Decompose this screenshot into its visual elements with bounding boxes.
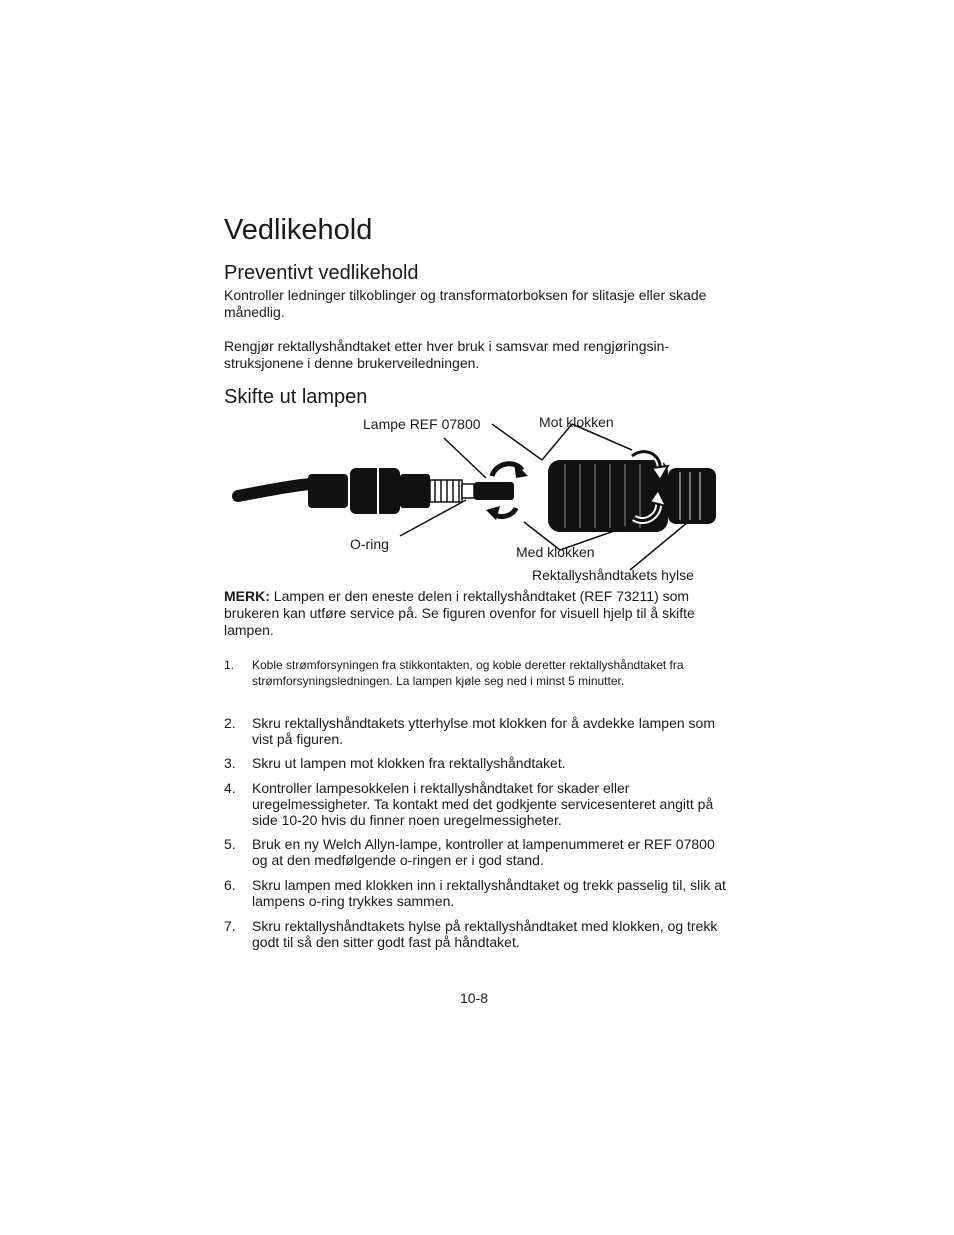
step-number: 2. <box>224 715 236 731</box>
handle-neck <box>400 474 430 508</box>
step-text: Skru rektallyshåndtakets ytterhylse mot klokken for å avdekke lampen som vist på figuren. <box>252 715 715 747</box>
note-label: MERK: <box>224 588 270 604</box>
step-number: 4. <box>224 780 236 796</box>
label-clockwise: Med klokken <box>516 544 595 560</box>
thread-section <box>430 480 462 502</box>
note-text: Lampen er den eneste delen i rektallyshåndtaket (REF 73211) som brukeren kan utføre service på. Se figuren ovenfor for visuell hjelp til å skifte lampen. <box>224 588 695 638</box>
step-number: 3. <box>224 755 236 771</box>
section-heading-replace-lamp: Skifte ut lampen <box>224 386 368 408</box>
step-text: Skru ut lampen mot klokken fra rektallyshåndtaket. <box>252 755 566 771</box>
note-paragraph <box>224 588 729 639</box>
lamp-illustration <box>230 410 730 590</box>
step-text: Skru rektallyshåndtakets hylse på rektallyshåndtaket med klokken, og trekk godt til så den sitter godt fast på håndtaket. <box>252 918 718 950</box>
paragraph-cleaning: Rengjør rektallyshåndtaket etter hver bruk i samsvar med rengjøringsin-struksjonene i denne brukerveiledningen. <box>224 338 670 371</box>
step-number: 1. <box>224 658 235 672</box>
handle-collar <box>308 474 348 508</box>
section-heading-preventive: Preventivt vedlikehold <box>224 262 419 284</box>
lamp-replacement-figure <box>230 410 730 590</box>
o-ring <box>462 484 474 498</box>
step-number: 6. <box>224 877 236 893</box>
step-text: Kontroller lampesokkelen i rektallyshåndtaket for skader eller uregelmessigheter. Ta kontakt med det godkjente servicesenteret angitt på side 10-20 hvis du finner noen uregelmessigheter. <box>252 780 714 828</box>
step-number: 5. <box>224 836 236 852</box>
lamp <box>474 482 514 500</box>
step-text: Skru lampen med klokken inn i rektallyshåndtaket og trekk passelig til, slik at lampens o-ring trykkes sammen. <box>252 877 726 909</box>
label-o-ring: O-ring <box>350 536 389 552</box>
label-handle-sleeve: Rektallyshåndtakets hylse <box>532 567 694 583</box>
page-title: Vedlikehold <box>224 214 373 246</box>
step-text: Bruk en ny Welch Allyn-lampe, kontroller at lampenummeret er REF 07800 og at den medfølgende o-ringen er i god stand. <box>252 836 715 868</box>
cable <box>238 484 310 496</box>
handle-sleeve <box>548 460 716 532</box>
handle-body <box>350 468 400 514</box>
page-number: 10-8 <box>460 990 489 1006</box>
label-counterclockwise: Mot klokken <box>539 414 614 430</box>
step-text: Koble strømforsyningen fra stikkontakten, og koble deretter rektallyshåndtaket fra strømforsyningsledningen. La lampen kjøle seg ned i minst 5 minutter. <box>252 658 684 688</box>
step-number: 7. <box>224 918 236 934</box>
label-lamp-ref: Lampe REF 07800 <box>363 416 481 432</box>
paragraph-inspection: Kontroller ledninger tilkoblinger og transformatorboksen for slitasje eller skade månedlig. <box>224 287 707 320</box>
